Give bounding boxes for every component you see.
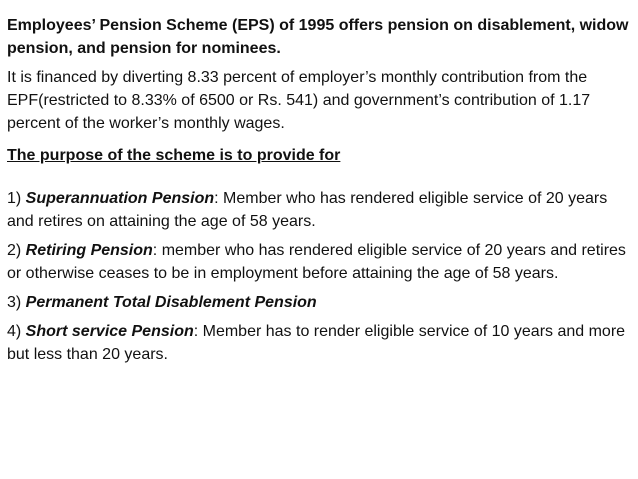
- item-term: Retiring Pension: [25, 242, 153, 259]
- list-item-short-service: [7, 320, 633, 366]
- item-number: 2): [7, 242, 26, 259]
- financing-paragraph: It is financed by diverting 8.33 percent of employer’s monthly contribution from the EPF(restricted to 8.33% of 6500 or Rs. 541) and government’s contribution of 1.17 percent of the worker’s monthly wages.: [7, 69, 591, 132]
- item-term: Permanent Total Disablement Pension: [25, 294, 317, 311]
- purpose-heading: The purpose of the scheme is to provide for: [7, 147, 341, 164]
- item-description: : member who has rendered eligible service of 20 years and retires or otherwise ceases to be in employment before attaining the age of 58 years.: [7, 242, 626, 282]
- item-description: : Member has to render eligible service of 10 years and more but less than 20 years.: [7, 323, 626, 363]
- item-term: Superannuation Pension: [25, 190, 215, 207]
- item-term: Short service Pension: [25, 323, 194, 340]
- list-item-retiring: [7, 239, 633, 285]
- item-number: 3): [7, 294, 26, 311]
- item-description: : Member who has rendered eligible service of 20 years and retires on attaining the age of 58 years.: [7, 190, 608, 230]
- item-number: 1): [7, 190, 26, 207]
- item-number: 4): [7, 323, 26, 340]
- slide-content: [7, 14, 633, 372]
- list-item-superannuation: [7, 187, 633, 233]
- list-item-disablement: [7, 291, 633, 314]
- intro-paragraph: Employees’ Pension Scheme (EPS) of 1995 offers pension on disablement, widow pension, and pension for nominees.: [7, 17, 629, 57]
